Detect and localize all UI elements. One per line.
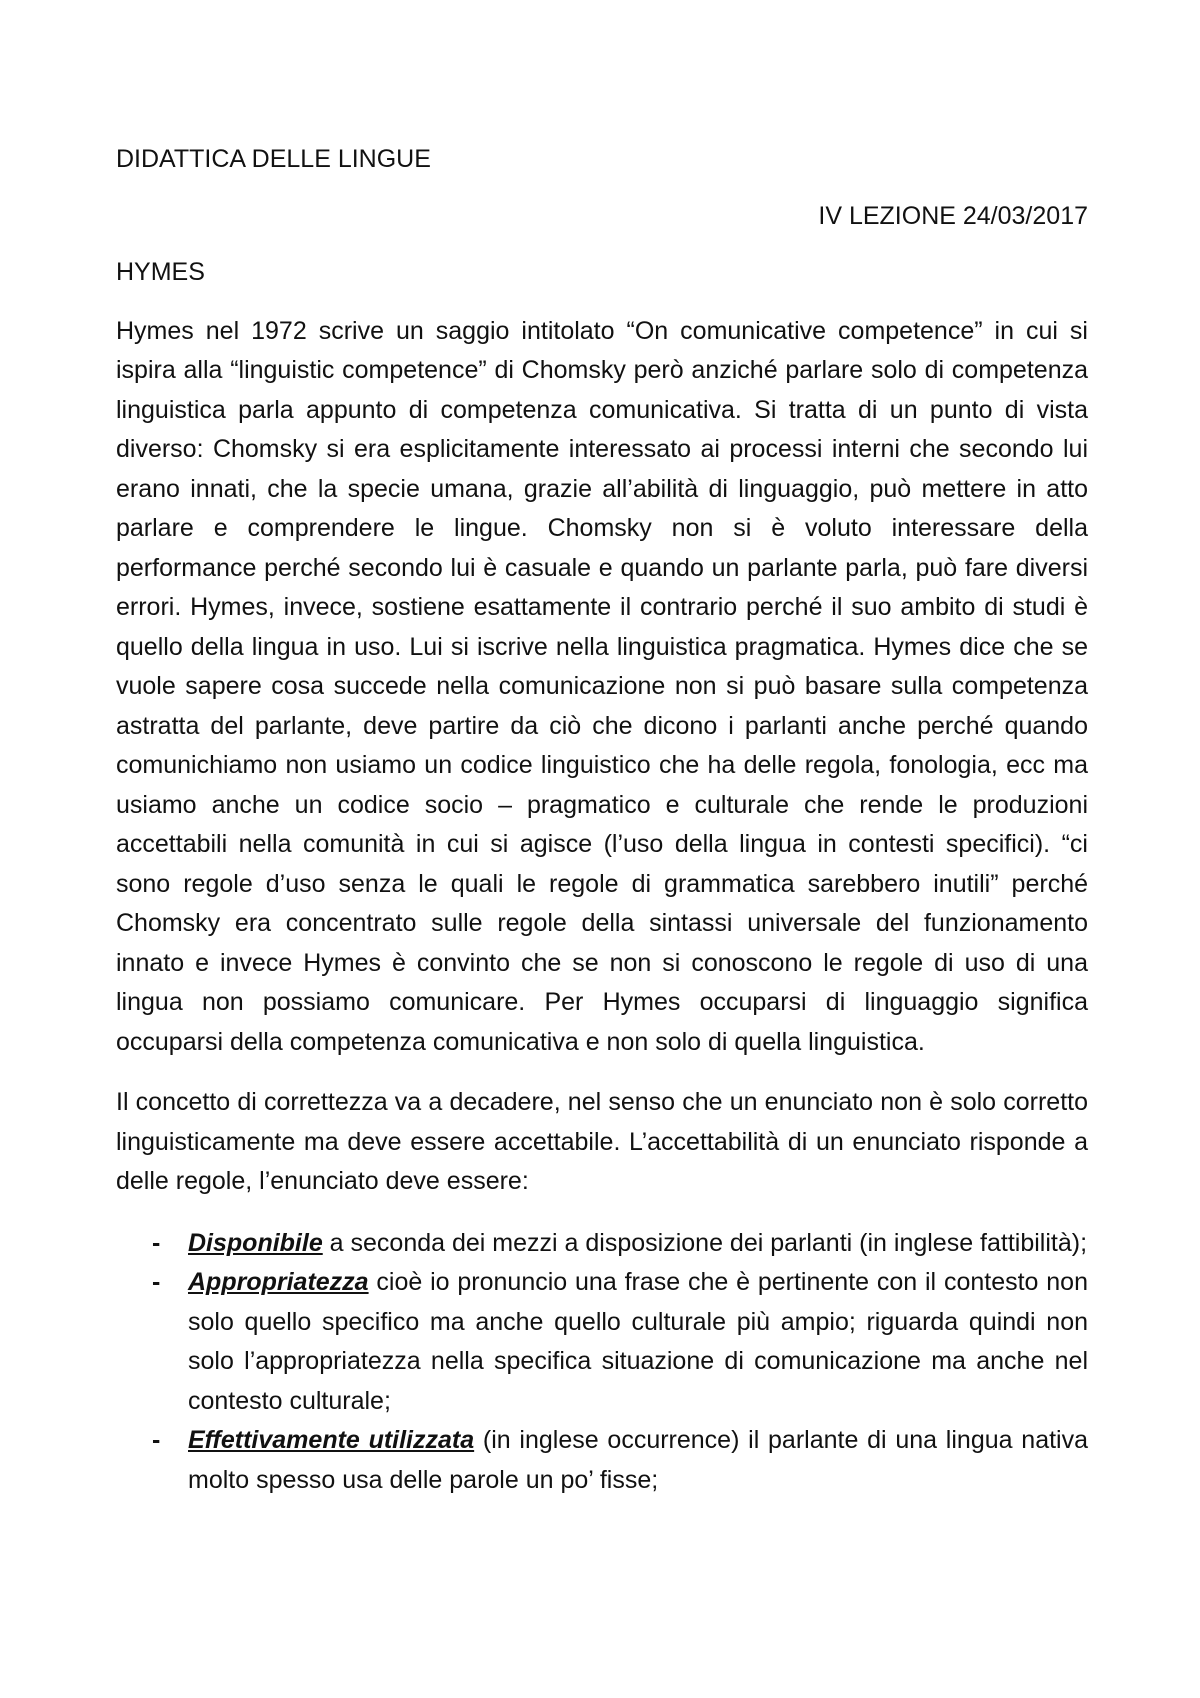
criterion-description: a seconda dei mezzi a disposizione dei parlanti (in inglese fattibilità); [322,1228,1088,1257]
criterion-description: (in inglese occurrence) il parlante di una lingua nativa molto spesso usa delle parole un po’ fisse; [188,1426,1088,1494]
criterion-term: Disponibile [188,1228,323,1257]
paragraph-correctness: Il concetto di correttezza va a decadere, nel senso che un enunciato non è solo corretto linguisticamente ma deve essere accettabile. L’accettabilità di un enunciato risponde a delle regole, l’enunciato deve essere: [116,1088,1088,1195]
lesson-date: IV LEZIONE 24/03/2017 [818,201,1088,230]
criterion-term: Effettivamente utilizzata [188,1426,475,1454]
list-item [116,1263,1088,1421]
list-item [116,1421,1088,1500]
section-heading: HYMES [116,258,205,286]
document-title: DIDATTICA DELLE LINGUE [116,145,431,173]
paragraph-hymes-intro: Hymes nel 1972 scrive un saggio intitolato “On comunicative competence” in cui si ispira alla “linguistic competence” di Chomsky però anziché parlare solo di competenza linguistica parla appunto di competenza comunicativa. Si tratta di un punto di vista diverso: Chomsky si era esplicitamente interessato ai processi interni che secondo lui erano innati, che la specie umana, grazie all’abilità di linguaggio, può mettere in atto parlare e comprendere le lingue. Chomsky non si è voluto interessare della performance perché secondo lui è casuale e quando un parlante parla, può fare diversi errori. Hymes, invece, sostiene esattamente il contrario perché il suo ambito di studi è quello della lingua in uso. Lui si iscrive nella linguistica pragmatica. Hymes dice che se vuole sapere cosa succede nella comunicazione non si può basare sulla competenza astratta del parlante, deve partire da ciò che dicono i parlanti anche perché quando comunichiamo non usiamo un codice linguistico che ha delle regola, fonologia, ecc ma usiamo anche un codice socio – pragmatico e culturale che rende le produzioni accettabili nella comunità in cui si agisce (l’uso della lingua in contesti specifici). “ci sono regole d’uso senza le quali le regole di grammatica sarebbero inutili” perché Chomsky era concentrato sulle regole della sintassi universale del funzionamento innato e invece Hymes è convinto che se non si conoscono le regole di uso di una lingua non possiamo comunicare. Per Hymes occuparsi di linguaggio significa occuparsi della competenza comunicativa e non solo di quella linguistica. [116,316,1088,1056]
bullet-dash: - [152,1228,161,1257]
criterion-description: cioè io pronuncio una frase che è pertinente con il contesto non solo quello specifico ma anche quello culturale più ampio; riguarda quindi non solo l’appropriatezza nella specifica situazione di comunicazione ma anche nel contesto culturale; [188,1268,1088,1415]
document-page [116,140,1088,1500]
list-item [116,1224,1088,1264]
bullet-dash: - [152,1426,161,1454]
acceptability-criteria-list [116,1224,1088,1501]
bullet-dash: - [152,1268,161,1296]
criterion-term: Appropriatezza [188,1268,369,1296]
